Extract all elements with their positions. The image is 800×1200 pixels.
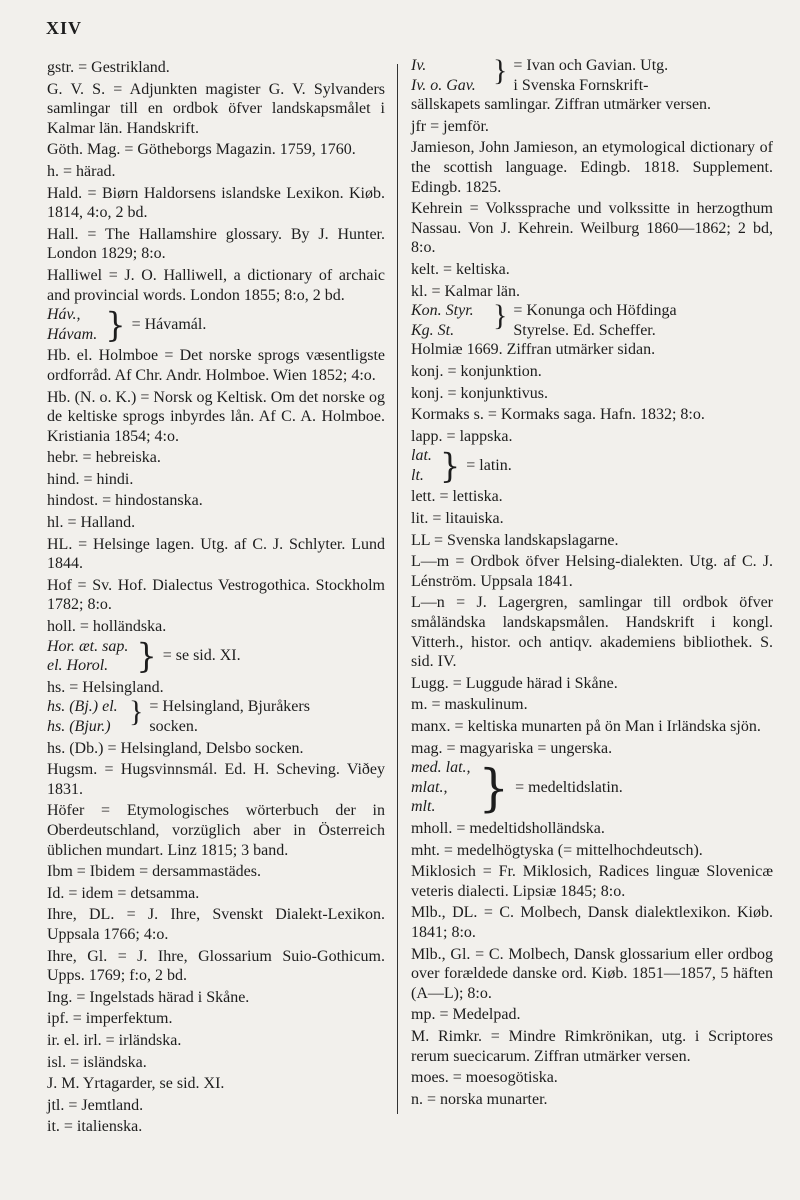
dictionary-entry: G. V. S. = Adjunkten magister G. V. Sylvanders samlingar till en ordbok öfver landskapsmålet i Kalmar län. Handskrift. bbox=[47, 80, 385, 137]
dictionary-entry: Halliwel = J. O. Halliwell, a dictionary of archaic and provincial words. London 1855; 8:o, 2 bd. bbox=[47, 266, 385, 304]
dictionary-entry: Mlb., DL. = C. Molbech, Dansk dialektlexikon. Kiøb. 1841; 8:o. bbox=[411, 904, 773, 941]
dictionary-entry: n. = norska munarter. bbox=[411, 1090, 548, 1108]
entry-key: mlat., bbox=[411, 778, 448, 796]
entry-group bbox=[411, 446, 773, 485]
entry-key: Háv., bbox=[47, 306, 81, 324]
dictionary-entry: L—n = J. Lagergren, samlingar till ordbok öfver småländska landskapsmålen. Handskrift i kongl. Vitterh., histor. och antiqv. akademiens bibliothek. S. sid. IV. bbox=[411, 594, 773, 671]
entry-keys bbox=[47, 697, 123, 736]
entry-definition: = Helsingland, Bjuråkers bbox=[149, 698, 310, 716]
entry-keys bbox=[411, 758, 471, 817]
dictionary-entry: Kormaks s. = Kormaks saga. Hafn. 1832; 8:o. bbox=[411, 406, 705, 424]
entry-group bbox=[411, 301, 773, 360]
dictionary-entry: Miklosich = Fr. Miklosich, Radices linguæ Slovenicæ veteris dialecti. Lipsiæ 1845; 8:o. bbox=[411, 863, 773, 900]
dictionary-entry: kelt. = keltiska. bbox=[411, 260, 510, 278]
entry-key: hs. (Bjur.) bbox=[47, 718, 111, 735]
entry-key: hs. (Bj.) el. bbox=[47, 698, 118, 716]
dictionary-entry: konj. = konjunktivus. bbox=[411, 384, 549, 402]
entry-key: Iv. bbox=[411, 57, 427, 74]
dictionary-entry: Ing. = Ingelstads härad i Skåne. bbox=[47, 988, 250, 1006]
entry-group bbox=[47, 697, 385, 736]
dictionary-entry: jfr = jemför. bbox=[411, 117, 489, 135]
entry-group bbox=[411, 758, 773, 817]
entry-keys bbox=[47, 637, 128, 676]
entry-definitions bbox=[513, 301, 773, 340]
entry-keys bbox=[411, 56, 487, 95]
entry-key: el. Horol. bbox=[47, 657, 109, 675]
dictionary-entry: LL = Svenska landskapslagarne. bbox=[411, 531, 619, 549]
entry-definition: = Ivan och Gavian. Utg. bbox=[513, 57, 669, 74]
dictionary-entry: konj. = konjunktion. bbox=[411, 362, 542, 380]
dictionary-entry: lit. = litauiska. bbox=[411, 510, 504, 528]
dictionary-entry: M. Rimkr. = Mindre Rimkrönikan, utg. i Scriptores rerum suecicarum. Ziffran utmärker versen. bbox=[411, 1027, 773, 1065]
column-divider bbox=[397, 64, 398, 1114]
entry-key: lt. bbox=[411, 466, 424, 484]
dictionary-entry: mp. = Medelpad. bbox=[411, 1006, 521, 1024]
dictionary-entry: m. = maskulinum. bbox=[411, 696, 528, 714]
entry-group-head bbox=[411, 56, 773, 95]
brace-glyph: } bbox=[478, 758, 510, 817]
dictionary-entry: h. = härad. bbox=[47, 162, 116, 180]
entry-group-head bbox=[47, 697, 385, 736]
entry-key: mlt. bbox=[411, 798, 436, 816]
entry-key: Hor. æt. sap. bbox=[47, 637, 129, 655]
brace-glyph: } bbox=[105, 304, 126, 345]
brace-glyph: } bbox=[493, 54, 508, 87]
entry-group bbox=[47, 305, 385, 344]
dictionary-entry: HL. = Helsinge lagen. Utg. af C. J. Schlyter. Lund 1844. bbox=[47, 535, 385, 573]
dictionary-entry: jtl. = Jemtland. bbox=[47, 1096, 144, 1114]
dictionary-entry: hs. = Helsingland. bbox=[47, 678, 164, 696]
entry-keys bbox=[411, 301, 487, 340]
entry-definition: = Konunga och Höfdinga bbox=[513, 302, 677, 320]
entry-continuation: Holmiæ 1669. Ziffran utmärker sidan. bbox=[411, 341, 656, 359]
entry-definition: = Hávamál. bbox=[131, 315, 207, 333]
dictionary-entry: manx. = keltiska munarten på ön Man i Irländska sjön. bbox=[411, 718, 761, 735]
dictionary-entry: mholl. = medeltidsholländska. bbox=[411, 819, 605, 837]
brace-glyph: } bbox=[493, 299, 508, 333]
entry-group bbox=[411, 56, 773, 115]
dictionary-entry: gstr. = Gestrikland. bbox=[47, 59, 170, 76]
dictionary-entry: isl. = isländska. bbox=[47, 1053, 147, 1071]
dictionary-entry: Hof = Sv. Hof. Dialectus Vestrogothica. Stockholm 1782; 8:o. bbox=[47, 576, 385, 614]
dictionary-entry: Höfer = Etymologisches wörterbuch der in Oberdeutschland, vorzüglich aber in Österreich üblichen mundart. Linz 1815; 3 band. bbox=[47, 802, 385, 859]
dictionary-entry: mht. = medelhögtyska (= mittelhochdeutsch). bbox=[411, 841, 703, 859]
entry-continuation: sällskapets samlingar. Ziffran utmärker versen. bbox=[411, 96, 712, 114]
dictionary-entry: hl. = Halland. bbox=[47, 514, 136, 532]
left-column bbox=[47, 56, 385, 1137]
entry-keys bbox=[411, 446, 432, 485]
entry-definition: = latin. bbox=[466, 457, 512, 475]
dictionary-entry: Mlb., Gl. = C. Molbech, Dansk glossarium eller ordbog over forældede danske ord. Kiøb. 1851—1857, 5 häften (A—L); 8:o. bbox=[411, 945, 773, 1002]
entry-definition: i Svenska Fornskrift- bbox=[513, 76, 649, 94]
dictionary-entry: hind. = hindi. bbox=[47, 470, 134, 488]
dictionary-entry: J. M. Yrtagarder, se sid. XI. bbox=[47, 1075, 225, 1093]
entry-definitions bbox=[149, 697, 385, 736]
entry-definition: = se sid. XI. bbox=[162, 647, 241, 665]
dictionary-entry: it. = italienska. bbox=[47, 1118, 143, 1136]
brace-glyph: } bbox=[136, 636, 157, 677]
entry-key: Kon. Styr. bbox=[411, 302, 474, 320]
dictionary-entry: Ibm = Ibidem = dersammastädes. bbox=[47, 863, 261, 881]
dictionary-entry: ir. el. irl. = irländska. bbox=[47, 1031, 182, 1049]
entry-group-head bbox=[411, 301, 773, 340]
entry-definitions bbox=[513, 56, 773, 95]
page-number: XIV bbox=[46, 18, 83, 38]
dictionary-entry: hebr. = hebreiska. bbox=[47, 449, 161, 467]
dictionary-entry: Hb. el. Holmboe = Det norske sprogs væsentligste ordforråd. Af Chr. Andr. Holmboe. Wien 1852; 4:o. bbox=[47, 347, 385, 384]
entry-definition: = medeltidslatin. bbox=[515, 778, 623, 796]
dictionary-entry: Hald. = Biørn Haldorsens islandske Lexikon. Kiøb. 1814, 4:o, 2 bd. bbox=[47, 184, 385, 222]
right-column bbox=[411, 56, 773, 1109]
brace-glyph: } bbox=[129, 695, 144, 729]
dictionary-entry: Ihre, Gl. = J. Ihre, Glossarium Suio-Gothicum. Upps. 1769; f:o, 2 bd. bbox=[47, 947, 385, 985]
entry-group bbox=[47, 637, 385, 676]
dictionary-entry: L—m = Ordbok öfver Helsing-dialekten. Utg. af C. J. Lénström. Uppsala 1841. bbox=[411, 553, 773, 590]
entry-key: med. lat., bbox=[411, 759, 471, 777]
dictionary-entry: Ihre, DL. = J. Ihre, Svenskt Dialekt-Lexikon. Uppsala 1766; 4:o. bbox=[47, 906, 385, 943]
entry-key: Kg. St. bbox=[411, 321, 455, 339]
dictionary-entry: Göth. Mag. = Götheborgs Magazin. 1759, 1760. bbox=[47, 141, 356, 159]
entry-key: Hávam. bbox=[47, 325, 98, 343]
entry-definition: Styrelse. Ed. Scheffer. bbox=[513, 321, 656, 339]
dictionary-entry: kl. = Kalmar län. bbox=[411, 282, 520, 300]
dictionary-entry: lapp. = lappska. bbox=[411, 427, 513, 445]
dictionary-entry: Hall. = The Hallamshire glossary. By J. Hunter. London 1829; 8:o. bbox=[47, 225, 385, 263]
entry-key: lat. bbox=[411, 447, 432, 465]
dictionary-entry: Kehrein = Volkssprache und volkssitte in herzogthum Nassau. Von J. Kehrein. Weilburg 1860—1862; 2 bd, 8:o. bbox=[411, 200, 773, 257]
dictionary-entry: mag. = magyariska = ungerska. bbox=[411, 739, 613, 757]
dictionary-entry: moes. = moesogötiska. bbox=[411, 1069, 558, 1087]
entry-keys bbox=[47, 305, 97, 344]
entry-definition: socken. bbox=[149, 718, 198, 735]
dictionary-entry: hindost. = hindostanska. bbox=[47, 492, 203, 510]
dictionary-entry: lett. = lettiska. bbox=[411, 488, 503, 506]
brace-glyph: } bbox=[439, 445, 461, 486]
dictionary-entry: Hugsm. = Hugsvinnsmál. Ed. H. Scheving. Viðey 1831. bbox=[47, 761, 385, 798]
entry-key: Iv. o. Gav. bbox=[411, 76, 476, 94]
dictionary-entry: Lugg. = Luggude härad i Skåne. bbox=[411, 674, 618, 692]
dictionary-entry: Id. = idem = detsamma. bbox=[47, 884, 200, 902]
dictionary-entry: Hb. (N. o. K.) = Norsk og Keltisk. Om det norske og de keltiske sprogs inbyrdes lån. Af C. A. Holmboe. Kristiania 1854; 4:o. bbox=[47, 388, 385, 445]
dictionary-entry: Jamieson, John Jamieson, an etymological dictionary of the scottish language. Edingb. 1818. Supplement. Edingb. 1825. bbox=[411, 139, 773, 196]
dictionary-entry: holl. = holländska. bbox=[47, 618, 167, 636]
dictionary-entry: ipf. = imperfektum. bbox=[47, 1010, 173, 1028]
dictionary-entry: hs. (Db.) = Helsingland, Delsbo socken. bbox=[47, 739, 304, 757]
